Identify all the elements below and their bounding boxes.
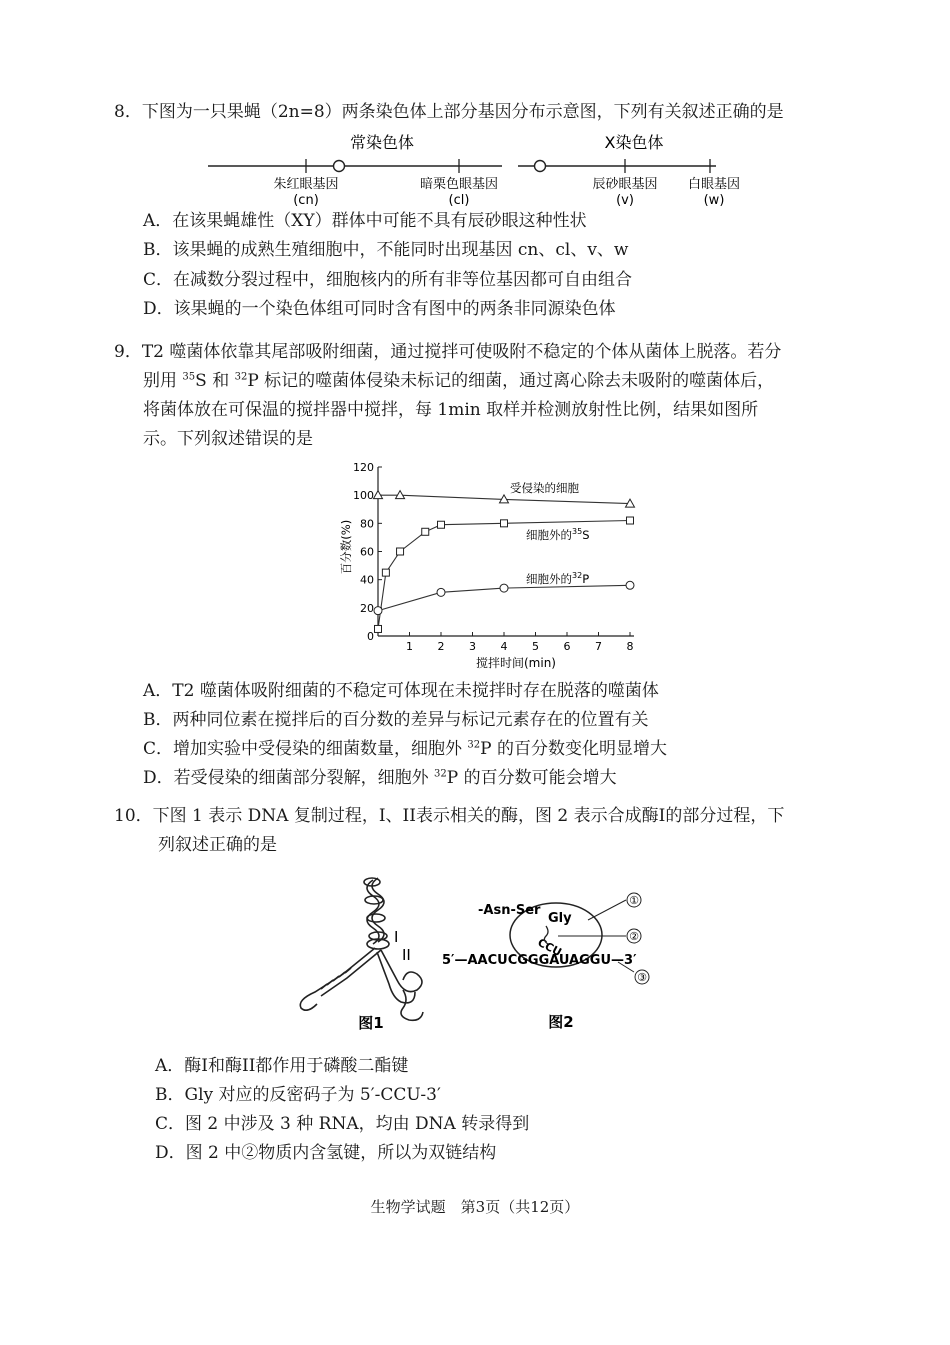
q8-option-b: B．该果蝇的成熟生殖细胞中，不能同时出现基因 cn、cl、v、w: [143, 240, 629, 260]
label-1: ①: [629, 894, 639, 907]
x-tick-label: 1: [406, 640, 413, 653]
x-tick-label: 3: [469, 640, 476, 653]
gene-w-symbol: (w): [703, 193, 725, 208]
point-square: [397, 548, 404, 555]
x-tick-label: 2: [437, 640, 445, 653]
q8-option-a: A．在该果蝇雄性（XY）群体中可能不具有辰砂眼这种性状: [143, 211, 587, 231]
chart-labels: [339, 481, 590, 670]
q9-stem-line3: 将菌体放在可保温的搅拌器中搅拌，每 1min 取样并检测放射性比例，结果如图所: [143, 400, 759, 420]
series-label-32p: 细胞外的$^{32}$P: [526, 571, 590, 586]
gene-w-name: 白眼基因: [687, 177, 741, 192]
q9-option-a: A．T2 噬菌体吸附细菌的不稳定可体现在未搅拌时存在脱落的噬菌体: [143, 681, 659, 701]
y-tick-label: 60: [360, 545, 374, 559]
series-label-35s: 细胞外的$^{35}$S: [526, 527, 590, 542]
chart-y-axis-label: 百分数(%): [339, 519, 353, 575]
q9-stem-line4: 示。下列叙述错误的是: [143, 429, 313, 449]
q9-line-chart: [330, 455, 650, 675]
gene-cl-name: 暗栗色眼基因: [419, 177, 499, 192]
q10-figure-2-translation: [438, 880, 668, 1030]
q10-option-d: D．图 2 中②物质内含氢键，所以为双链结构: [155, 1143, 497, 1163]
chart-axes: [353, 461, 634, 653]
series-label-infected: 受侵染的细胞: [510, 481, 579, 495]
amino-acid-chain: -Asn-Ser: [478, 903, 541, 918]
y-tick-label: 100: [353, 489, 374, 503]
autosome-label: 常染色体: [349, 133, 415, 152]
chart-x-axis-label: 搅拌时间(min): [476, 656, 556, 670]
figure-1-caption: 图1: [358, 1014, 384, 1030]
x-chromosome-label: X染色体: [604, 133, 664, 152]
gene-v-name: 辰砂眼基因: [592, 177, 658, 192]
label-2: ②: [629, 930, 639, 943]
series-line-1: [378, 521, 630, 630]
y-tick-label: 40: [360, 573, 374, 587]
point-square: [627, 517, 634, 524]
q9-option-d: D．若受侵染的细菌部分裂解，细胞外 $^{32}$P 的百分数可能会增大: [143, 768, 617, 788]
x-tick-label: 5: [532, 640, 539, 653]
trna-anticodon: CCU: [535, 935, 564, 960]
q9-option-b: B．两种同位素在搅拌后的百分数的差异与标记元素存在的位置有关: [143, 710, 649, 730]
point-circle: [374, 607, 382, 615]
gene-v-symbol: (v): [616, 193, 634, 208]
y-tick-label: 0: [367, 630, 374, 643]
y-tick-label: 120: [353, 461, 374, 474]
x-centromere: [535, 161, 546, 172]
gene-cn-symbol: (cn): [293, 193, 319, 208]
q8-option-d: D．该果蝇的一个染色体组可同时含有图中的两条非同源染色体: [143, 299, 616, 319]
point-square: [382, 569, 389, 576]
point-circle: [500, 584, 508, 592]
mrna-strand: 5′—AACUCGGGAUAGGU—3′: [442, 953, 637, 968]
x-tick-label: 7: [595, 640, 602, 653]
point-circle: [626, 581, 634, 589]
q8-stem: 8．下图为一只果蝇（2n=8）两条染色体上部分基因分布示意图，下列有关叙述正确的是: [114, 102, 784, 122]
page-footer: 生物学试题 第3页（共12页）: [370, 1198, 580, 1216]
label-3: ③: [637, 971, 647, 984]
point-square: [375, 625, 382, 632]
q9-stem-line1: 9．T2 噬菌体依靠其尾部吸附细菌，通过搅拌可使吸附不稳定的个体从菌体上脱落。若分: [114, 342, 782, 362]
point-square: [501, 520, 508, 527]
chart-series: [374, 491, 635, 633]
x-tick-label: 6: [563, 640, 571, 653]
y-tick-label: 20: [360, 601, 374, 615]
gene-cn-name: 朱红眼基因: [273, 177, 339, 192]
q10-stem-line2: 列叙述正确的是: [158, 835, 277, 855]
x-tick-label: 4: [500, 640, 508, 653]
q10-option-c: C．图 2 中涉及 3 种 RNA，均由 DNA 转录得到: [155, 1114, 530, 1134]
q8-option-c: C．在减数分裂过程中，细胞核内的所有非等位基因都可自由组合: [143, 270, 633, 290]
q10-option-a: A．酶I和酶II都作用于磷酸二酯键: [155, 1056, 409, 1076]
point-square: [422, 528, 429, 535]
enzyme-i-label: I: [394, 928, 399, 946]
point-square: [438, 521, 445, 528]
q8-chromosome-figure: [200, 128, 760, 212]
amino-acid-gly: Gly: [548, 911, 572, 926]
y-tick-label: 80: [360, 517, 374, 531]
x-tick-label: 8: [626, 640, 634, 653]
q10-stem-line1: 10．下图 1 表示 DNA 复制过程，I、II表示相关的酶，图 2 表示合成酶I的部分过程，下: [114, 806, 785, 826]
point-circle: [437, 588, 445, 596]
enzyme-ii-label: II: [402, 946, 411, 964]
gene-cl-symbol: (cl): [448, 193, 470, 208]
figure-2-caption: 图2: [548, 1013, 574, 1030]
q9-stem-line2: 别用 $^{35}$S 和 $^{32}$P 标记的噬菌体侵染未标记的细菌，通过离心除去未吸附的噬菌体后，: [143, 371, 775, 391]
autosome-centromere: [334, 161, 345, 172]
q10-option-b: B．Gly 对应的反密码子为 5′-CCU-3′: [155, 1085, 441, 1105]
q9-option-c: C．增加实验中受侵染的细菌数量，细胞外 $^{32}$P 的百分数变化明显增大: [143, 739, 667, 759]
